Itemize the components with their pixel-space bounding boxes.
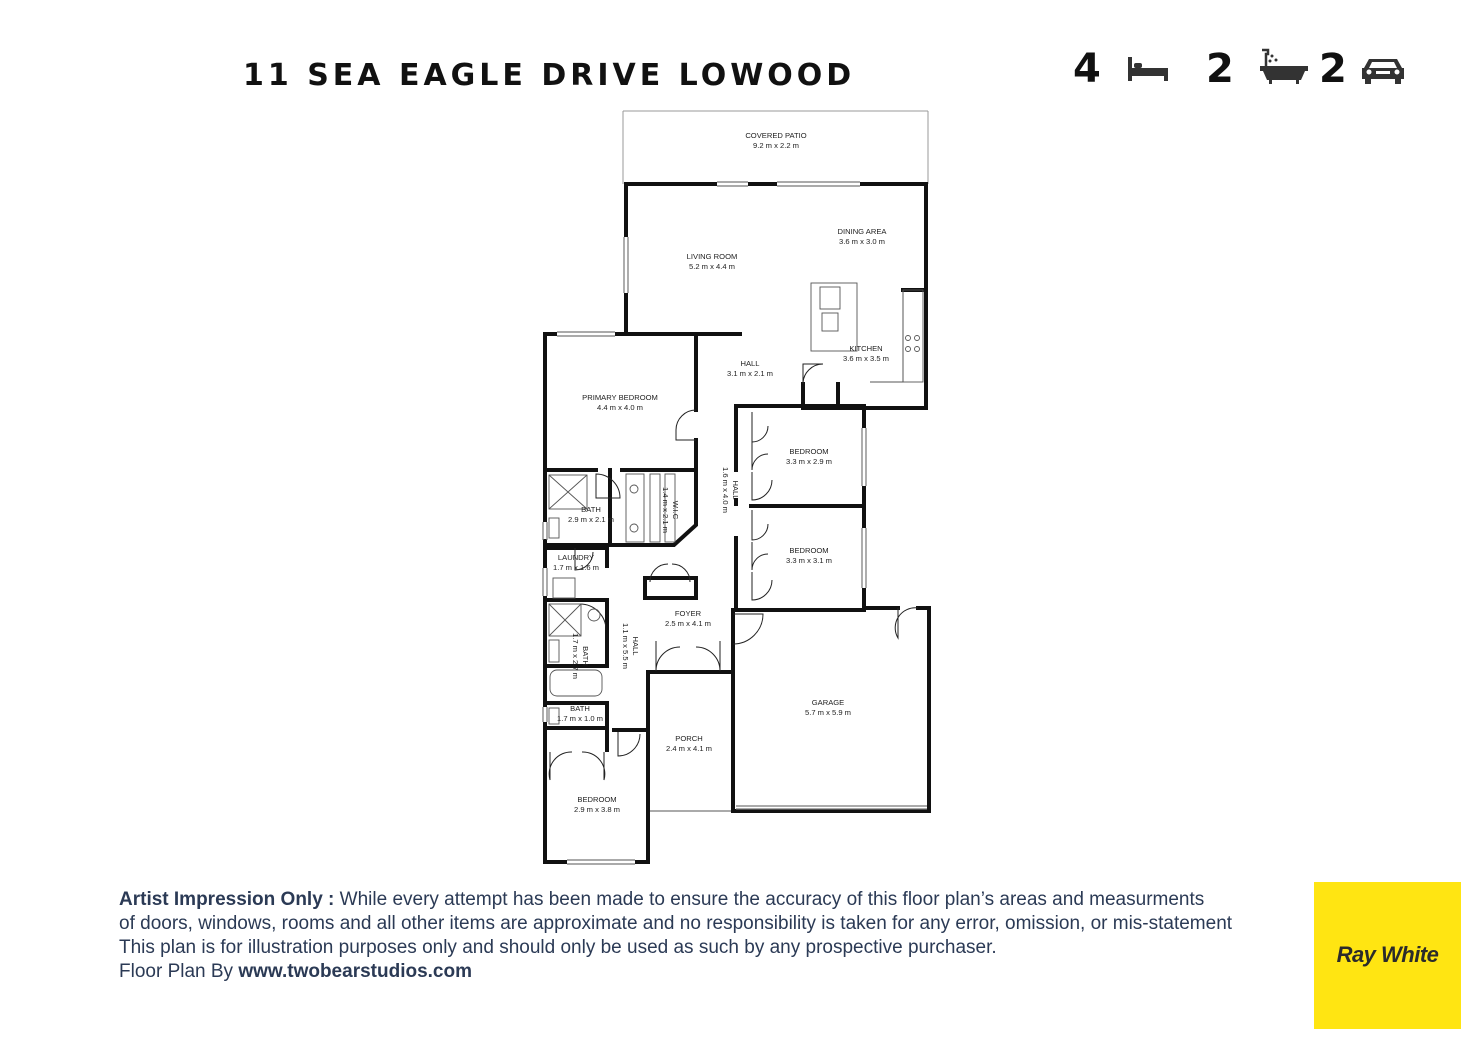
side-hall-size: 1.6 m x 4.0 m	[721, 466, 730, 514]
walk-in-closet-size: 1.4 m x 2.1 m	[661, 486, 670, 534]
bedroom-2-label: BEDROOM	[789, 447, 829, 456]
car-space-count: 2	[1319, 46, 1347, 92]
hall-label: HALL	[740, 359, 760, 368]
main-bath-size: 1.7 m x 2.7 m	[571, 632, 580, 680]
entry-hall-label: HALL	[631, 636, 640, 656]
primary-bedroom-label: PRIMARY BEDROOM	[582, 393, 658, 402]
disclaimer-line-2: of doors, windows, rooms and all other items are approximate and no responsibility is taken for any error, omission, or mis-statement	[119, 913, 1233, 934]
floor-plan-credit	[119, 960, 1232, 984]
logo-text: Ray White	[1336, 942, 1439, 967]
garage-size: 5.7 m x 5.9 m	[804, 708, 852, 717]
foyer-size: 2.5 m x 4.1 m	[664, 619, 712, 628]
credit-url-link[interactable]: www.twobearstudios.com	[238, 961, 472, 982]
property-address: 11 SEA EAGLE DRIVE LOWOOD	[243, 58, 856, 93]
disclaimer-line-3: This plan is for illustration purposes only and should only be used as such by any prospective purchaser.	[119, 937, 997, 958]
disclaimer-lead: Artist Impression Only :	[119, 889, 335, 910]
bedroom-count: 4	[1073, 46, 1101, 92]
credit-label: Floor Plan By	[119, 961, 239, 982]
walk-in-closet-label: W.I.C	[671, 500, 680, 520]
porch-size: 2.4 m x 4.1 m	[665, 744, 713, 753]
primary-bedroom-size: 4.4 m x 4.0 m	[596, 403, 644, 412]
porch-label: PORCH	[675, 734, 703, 743]
ray-white-logo	[1314, 882, 1461, 1029]
bedroom-3-label: BEDROOM	[789, 546, 829, 555]
kitchen-size: 3.6 m x 3.5 m	[842, 354, 890, 363]
room-labels	[553, 131, 889, 814]
disclaimer	[119, 888, 1232, 984]
garage-label: GARAGE	[811, 698, 845, 707]
ensuite-bath-size: 2.9 m x 2.1 m	[567, 515, 615, 524]
disclaimer-text-1: While every attempt has been made to ensure the accuracy of this floor plan’s areas and measurments	[334, 889, 1205, 910]
powder-bath-label: BATH	[570, 704, 590, 713]
ensuite-bath-label: BATH	[581, 505, 601, 514]
bathroom-count: 2	[1206, 46, 1234, 92]
powder-bath-size: 1.7 m x 1.0 m	[556, 714, 604, 723]
patio-label: COVERED PATIO	[745, 131, 807, 140]
bedroom-4-label: BEDROOM	[577, 795, 617, 804]
bedroom-2-size: 3.3 m x 2.9 m	[785, 457, 833, 466]
living-room-label: LIVING ROOM	[686, 252, 738, 261]
entry-hall-size: 1.1 m x 5.5 m	[621, 622, 630, 670]
dining-area-size: 3.6 m x 3.0 m	[838, 237, 886, 246]
laundry-label: LAUNDRY	[557, 553, 595, 562]
living-room-size: 5.2 m x 4.4 m	[688, 262, 736, 271]
bedroom-3-size: 3.3 m x 3.1 m	[785, 556, 833, 565]
bedroom-4-size: 2.9 m x 3.8 m	[573, 805, 621, 814]
laundry-size: 1.7 m x 1.6 m	[552, 563, 600, 572]
patio-size: 9.2 m x 2.2 m	[752, 141, 800, 150]
disclaimer-line-1	[119, 888, 1232, 912]
kitchen-label: KITCHEN	[849, 344, 883, 353]
dining-area-label: DINING AREA	[837, 227, 887, 236]
hall-size: 3.1 m x 2.1 m	[726, 369, 774, 378]
main-bath-label: BATH	[581, 646, 590, 666]
foyer-label: FOYER	[674, 609, 702, 618]
side-hall-label: HALL	[731, 480, 740, 500]
